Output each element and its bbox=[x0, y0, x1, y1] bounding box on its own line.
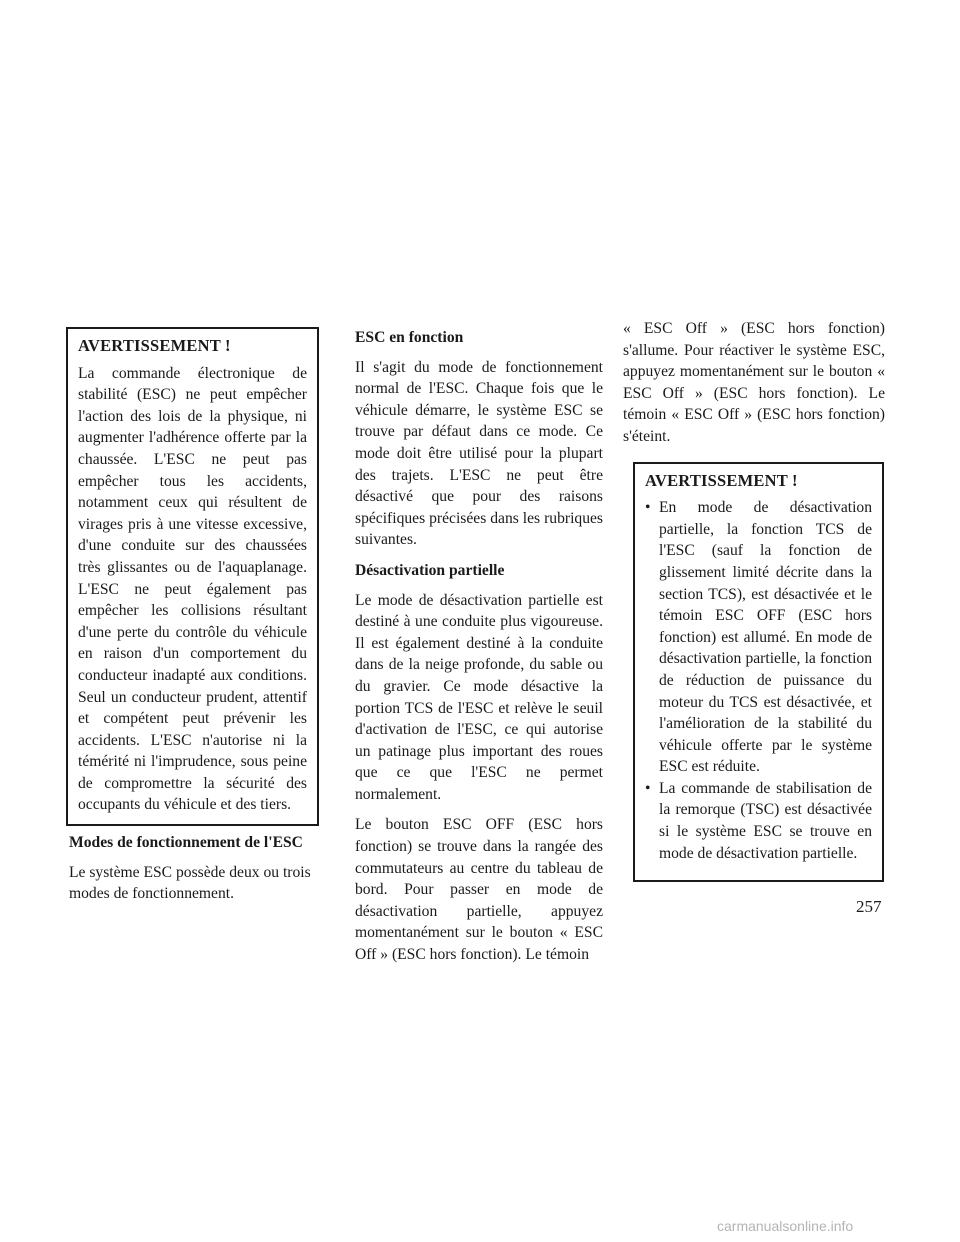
warning-text: La commande électronique de stabilité (ESC) ne peut empêcher l'action des lois de la physique, ni augmenter l'adhérence offerte par la chaussée. L'ESC ne peut pas empêcher tous les accidents, notamment ceux qui résultent de virages pris à une vitesse excessive, d'une conduite sur des chaussées très glissantes ou de l'aquaplanage. L'ESC ne peut également pas empêcher les collisions résultant d'une perte du contrôle du véhicule en raison d'un comportement du conducteur inadapté aux conditions. Seul un conducteur prudent, attentif et compétent peut prévenir les accidents. L'ESC n'autorise ni la témérité ni l'imprudence, sous peine de compromettre la sécurité des occupants du véhicule et des tiers. bbox=[78, 364, 307, 814]
section-heading-modes: Modes de fonctionnement de l'ESC bbox=[69, 834, 303, 852]
section-heading-esc-on: ESC en fonction bbox=[355, 329, 464, 346]
paragraph-esc-on: Il s'agit du mode de fonctionnement normal de l'ESC. Chaque fois que le véhicule démarre, le système ESC se trouve par défaut dans ce mode. Ce mode doit être utilisé pour la plupart des trajets. L'ESC ne peut être désactivé que pour des raisons spécifiques précisées dans les rubriques suivantes. bbox=[355, 358, 603, 549]
paragraph-esc-button: Le bouton ESC OFF (ESC hors fonction) se trouve dans la rangée des commutateurs au centre du tableau de bord. Pour passer en mode de désactivation partielle, appuyez momentanément sur le bouton « ESC Off » (ESC hors fonction). Le témoin bbox=[355, 816, 603, 964]
column-2 bbox=[355, 327, 603, 975]
warning-box-2 bbox=[633, 462, 884, 883]
watermark: carmanualsonline.info bbox=[717, 1218, 854, 1234]
warning-list bbox=[645, 497, 872, 864]
warning-title-2: AVERTISSEMENT ! bbox=[645, 470, 798, 490]
paragraph-partial: Le mode de désactivation partielle est destiné à une conduite plus vigoureuse. Il est également destiné à la conduite dans de la neige profonde, du sable ou du gravier. Ce mode désactive la portion TCS de l'ESC et relève le seuil d'activation de l'ESC, ce qui autorise un patinage plus important des roues que ce que l'ESC ne permet normalement. bbox=[355, 591, 603, 803]
warning-list-item bbox=[645, 778, 872, 864]
warning-box bbox=[66, 327, 319, 826]
bullet-icon: • bbox=[645, 499, 651, 517]
bullet-icon: • bbox=[645, 779, 651, 797]
section-heading-partial: Désactivation partielle bbox=[355, 561, 505, 579]
column-1 bbox=[69, 327, 319, 914]
warning-item-text: En mode de désactivation partielle, la fonction TCS de l'ESC (sauf la fonction de glissement limité décrite dans la section TCS), est désactivée et le témoin ESC OFF (ESC hors fonction) est allumé. En mode de désactivation partielle, la fonction de réduction de puissance du moteur du TCS est désactivée, et l'amélioration de la stabilité du véhicule offerte par le système ESC est réduite. bbox=[659, 499, 872, 776]
warning-list-item bbox=[645, 497, 872, 778]
paragraph-continued: « ESC Off » (ESC hors fonction) s'allume. Pour réactiver le système ESC, appuyez momentanément sur le bouton « ESC Off » (ESC hors fonction). Le témoin « ESC Off » (ESC hors fonction) s'éteint. bbox=[623, 320, 885, 445]
warning-item-text: La commande de stabilisation de la remorque (TSC) est désactivée si le système ESC se trouve en mode de désactivation partielle. bbox=[659, 779, 872, 862]
page-number: 257 bbox=[856, 897, 882, 916]
warning-title: AVERTISSEMENT ! bbox=[78, 336, 231, 355]
paragraph-modes: Le système ESC possède deux ou trois modes de fonctionnement. bbox=[69, 863, 311, 903]
column-3 bbox=[623, 318, 885, 882]
